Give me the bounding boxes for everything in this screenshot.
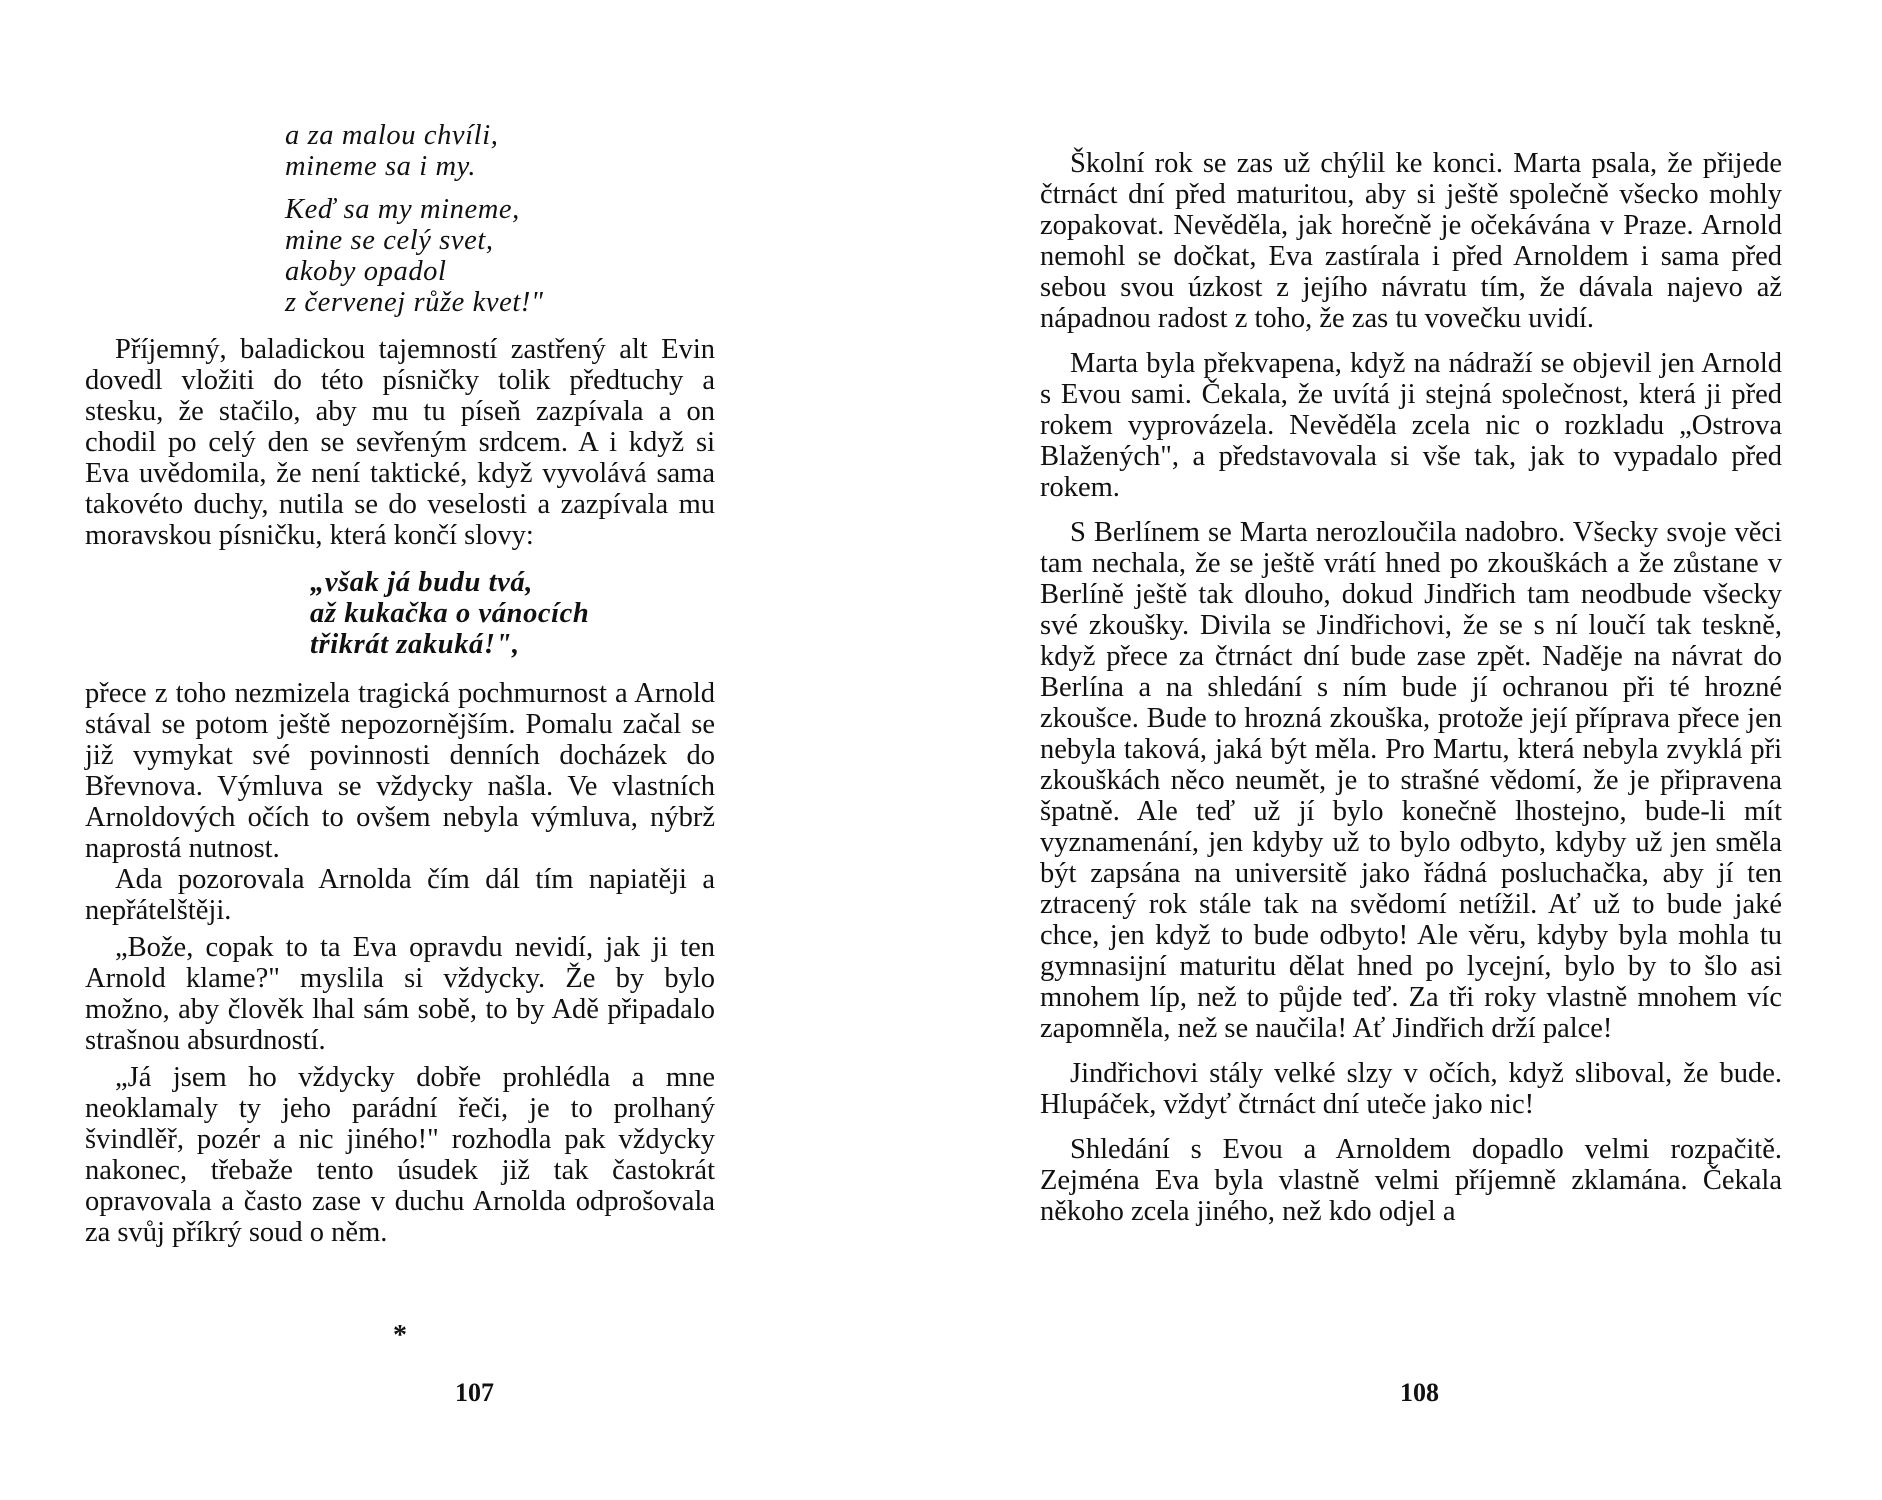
left-page-text	[85, 120, 715, 1248]
verse-stanza-1	[285, 120, 715, 182]
paragraph: „Já jsem ho vždycky dobře prohlédla a mne neoklamaly ty jeho parádní řeči, je to prolhaný švindlěř, pozér a nic jiného!" rozhodla pak vždycky nakonec, třebaže tento úsudek již tak častokrát opravovala a často zase v duchu Arnolda odprošovala za svůj příkrý soud o něm.	[85, 1062, 715, 1248]
right-page	[1040, 0, 1830, 1500]
left-page	[85, 0, 875, 1500]
verse-stanza-2	[285, 194, 715, 318]
paragraph: Marta byla překvapena, když na nádraží se objevil jen Arnold s Evou sami. Čekala, že uvítá ji stejná společnost, která ji před rokem vyprovázela. Nevěděla zcela nic o rozkladu „Ostrova Blažených", a představovala si vše tak, jak to vypadalo před rokem.	[1040, 348, 1782, 503]
page-number: 107	[455, 1378, 494, 1407]
paragraph: Shledání s Evou a Arnoldem dopadlo velmi rozpačitě. Zejména Eva byla vlastně velmi příjemně zklamána. Čekala někoho zcela jiného, než kdo odjel a	[1040, 1134, 1782, 1227]
verse-line: Keď sa my mineme,	[285, 194, 520, 225]
paragraph: S Berlínem se Marta nerozloučila nadobro. Všecky svoje věci tam nechala, že se ještě vrátí hned po zkouškách a že zůstane v Berlíně ještě tak dlouho, dokud Jindřich tam neodbude všecky své zkoušky. Divila se Jindřichovi, že se s ní loučí tak teskně, když přece za čtrnáct dní bude zase zpět. Naděje na návrat do Berlína a na shledání s ním bude jí ochranou při té hrozné zkoušce. Bude to hrozná zkouška, protože její příprava přece jen nebyla taková, jaká být měla. Pro Martu, která nebyla zvyklá při zkouškách něco neumět, je to strašné vědomí, že je připravena špatně. Ale teď už jí bylo konečně lhostejno, bude-li mít vyznamenání, jen kdyby už to bylo odbyto, kdyby už jen směla být zapsána na universitě jako řádná posluchačka, aby jí ten ztracený rok stále tak na svědomí netížil. Ať už to bude jaké chce, jen když to bude odbyto! Ale věru, kdyby byla mohla tu gymnasijní maturitu dělat hned po lycejní, bylo by to šlo asi mnohem líp, než to půjde teď. Za tři roky vlastně mnohem víc zapomněla, než se naučila! Ať Jindřich drží palce!	[1040, 517, 1782, 1044]
section-separator: *	[393, 1320, 407, 1351]
verse-line: mineme sa i my.	[285, 151, 477, 182]
verse-line: mine se celý svet,	[285, 225, 494, 256]
page-number: 108	[1400, 1378, 1439, 1407]
paragraph: Jindřichovi stály velké slzy v očích, když sliboval, že bude. Hlupáček, vždyť čtrnáct dní uteče jako nic!	[1040, 1058, 1782, 1120]
verse-line: „však já budu tvá,	[310, 567, 533, 598]
verse-stanza-3	[310, 567, 715, 660]
verse-line: třikrát zakuká!",	[310, 629, 520, 660]
verse-line: akoby opadol	[285, 256, 447, 287]
verse-line: z červenej růže kvet!"	[285, 287, 544, 318]
paragraph: Příjemný, baladickou tajemností zastřený alt Evin dovedl vložiti do této písničky tolik předtuchy a stesku, že stačilo, aby mu tu píseň zazpívala a on chodil po celý den se sevřeným srdcem. A i když si Eva uvědomila, že není taktické, když vyvolává sama takovéto duchy, nutila se do veselosti a zazpívala mu moravskou písničku, která končí slovy:	[85, 334, 715, 551]
paragraph: Školní rok se zas už chýlil ke konci. Marta psala, že přijede čtrnáct dní před maturitou, aby si ještě společně všecko mohly zopakovat. Nevěděla, jak horečně je očekávána v Praze. Arnold nemohl se dočkat, Eva zastírala i před Arnoldem i sama před sebou svou úzkost z jejího návratu tím, že dávala najevo až nápadnou radost z toho, že zas tu vovečku uvidí.	[1040, 148, 1782, 334]
paragraph: přece z toho nezmizela tragická pochmurnost a Arnold stával se potom ještě nepozornějším. Pomalu začal se již vymykat své povinnosti denních docházek do Břevnova. Výmluva se vždycky našla. Ve vlastních Arnoldových očích to ovšem nebyla výmluva, nýbrž naprostá nutnost.	[85, 678, 715, 864]
paragraph: „Bože, copak to ta Eva opravdu nevidí, jak ji ten Arnold klame?" myslila si vždycky. Že by bylo možno, aby člověk lhal sám sobě, to by Adě připadalo strašnou absurdností.	[85, 932, 715, 1056]
verse-line: až kukačka o vánocích	[310, 598, 590, 629]
verse-line: a za malou chvíli,	[285, 120, 499, 151]
paragraph: Ada pozorovala Arnolda čím dál tím napiatěji a nepřátelštěji.	[85, 864, 715, 926]
right-page-text	[1040, 148, 1782, 1227]
